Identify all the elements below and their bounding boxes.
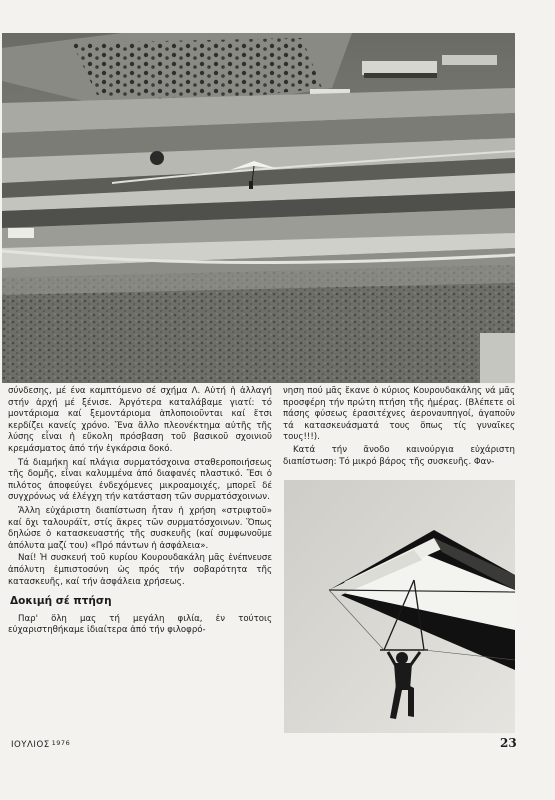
aerial-photo-drawing [2, 33, 515, 383]
hang-glider-drawing [284, 480, 515, 733]
issue-month: ΙΟΥΛΙΟΣ [11, 740, 50, 750]
section-heading: Δοκιμή σέ πτήση [10, 595, 112, 608]
issue-year: 1976 [51, 739, 71, 747]
paragraph-2: Τά διαμήκη καί πλάγια συρματόσχοινα σταθεροποιήσεως τῆς δομῆς, εἶναι καλυμμένα ἀπό διαφανές πλαστικό. Ἔσι ὁ πιλότος ἀποφεύγει ἐνδεχόμενες μικροαμοιχές, μπορεῖ δέ συγχρόνως νά ἐλέγχη τήν κατάσταση τῶν συρματόσχοινων. [8, 457, 272, 503]
hang-glider-photo [284, 480, 515, 733]
aerial-photo [2, 33, 515, 383]
right-text-column [283, 386, 515, 469]
paragraph-4: Ναί! Ἡ συσκευή τοῦ κυρίου Κουρουδακάλη μᾶς ἐνέπνευσε ἀπόλυτη ἐμπιστοσύνη ὡς πρός τήν σοβαρότητα τῆς κατασκευῆς, καί τήν ἀσφάλεια χρήσεως. [8, 553, 272, 587]
issue-date [11, 739, 70, 750]
paragraph-7: Κατά τήν ἄνοδο καινούργια εὐχάριστη διαπίστωση: Τό μικρό βάρος τῆς συσκευῆς. Φαν- [283, 444, 515, 467]
paragraph-5: Παρ' ὅλη μας τή μεγάλη φιλία, ἐν τούτοις εὐχαριστηθήκαμε ἰδιαίτερα ἀπό τήν φιλοφρό- [8, 613, 272, 636]
paragraph-1: σύνδεσης, μέ ένα καμπτόμενο σέ σχήμα Λ. Αὐτή ἡ ἀλλαγή στήν ἀρχή μέ ξένισε. Ἀργότερα καταλάβαμε γιατί: τό μοντάριομα καί ξεμοντάριομα ἁπλοποιοῦνται καί ἔτσι κερδίζει κανείς χρόνο. Ἕνα ἄλλο πλεονέκτημα αὐτῆς τῆς λύσης εἶναι ἡ εὔκολη πρόσβαση τοῦ βασικοῦ σχοινιοῦ κρεμάσματος ἀπό τήν ἐγκάρσια δοκό. [8, 386, 272, 454]
left-text-column [8, 386, 272, 638]
paragraph-6: νηση πού μᾶς ἔκανε ὁ κύριος Κουρουδακάλης νά μᾶς προσφέρη τήν πρώτη πτήση τῆς ἡμέρας. (Βλέπετε οἱ πάσης φύσεως ἐρασιτέχνες ἀεροναυπηγοί, ἀγαποῦν τά κατασκευάσματά τους ὅπως τίς γυναῖκες τους!!!). [283, 386, 515, 443]
paragraph-3: Ἄλλη εὐχάριστη διαπίστωση ἦταν ἡ χρήση «στριφτοῦ» καί ὄχι ταλουράϊτ, στίς ἄκρες τῶν συρματόσχοινων. Ὅπως δηλώσε ὁ κατασκευαστής τῆς συσκευῆς (καί συμφωνοῦμε ἀπόλυτα μαζί του) «Πρό πάντων ἡ ἀσφάλεια». [8, 505, 272, 551]
page-number: 23 [500, 736, 517, 750]
